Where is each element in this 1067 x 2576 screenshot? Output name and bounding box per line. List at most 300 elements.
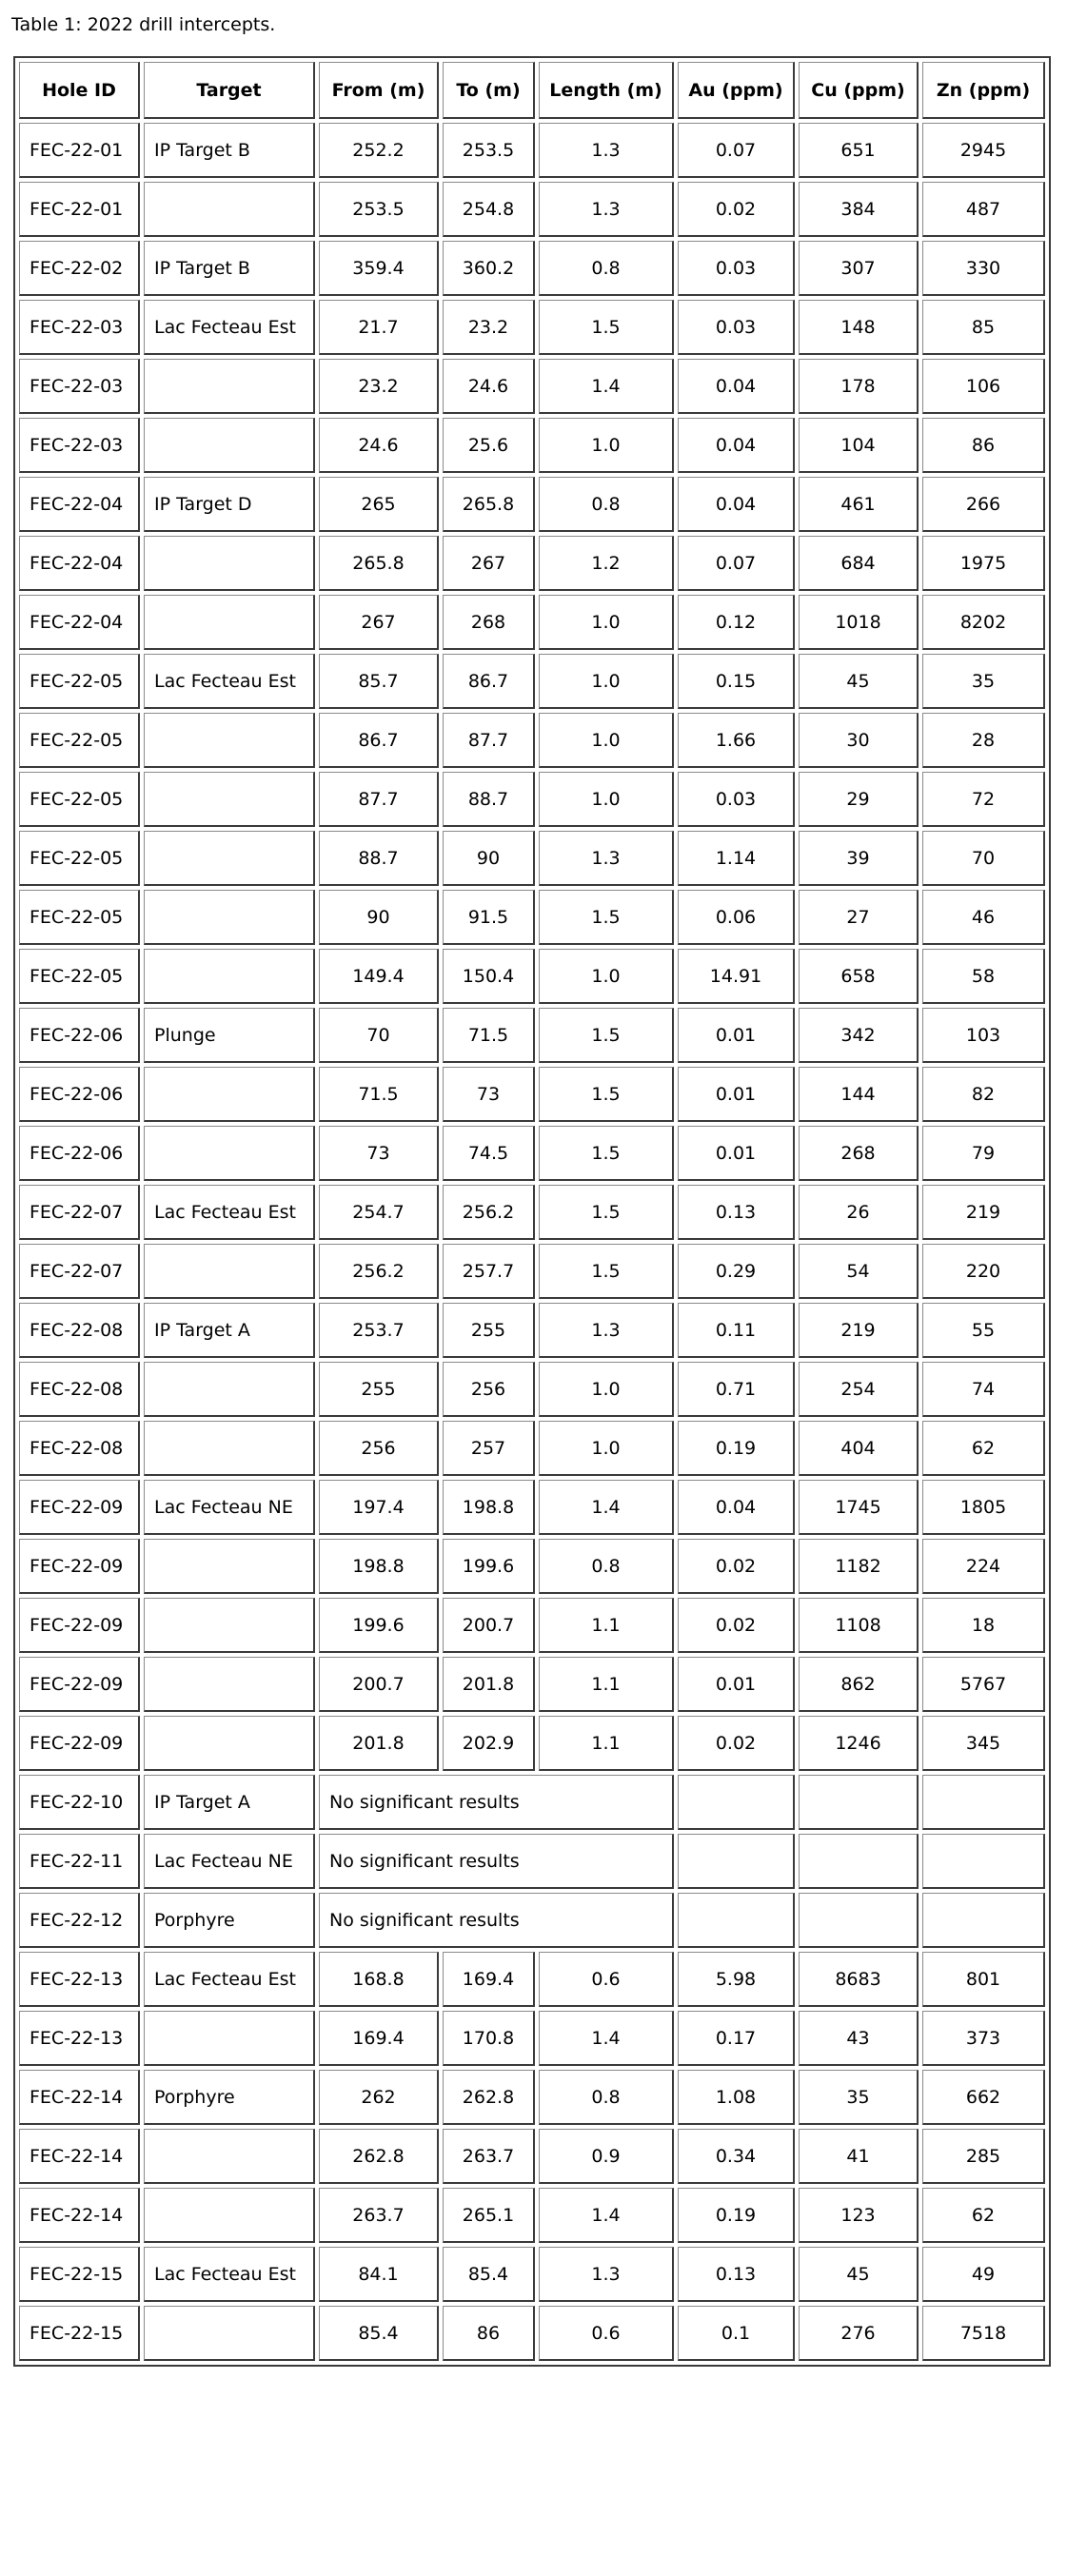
cell-to: 150.4 <box>443 949 535 1004</box>
cell-from: 253.5 <box>319 182 439 237</box>
cell-length: 1.5 <box>539 1244 674 1299</box>
cell-cu-empty <box>799 1834 919 1889</box>
cell-length: 0.6 <box>539 1952 674 2007</box>
cell-au-empty <box>678 1893 795 1948</box>
cell-zn: 62 <box>922 1421 1045 1476</box>
cell-au: 0.01 <box>678 1126 795 1181</box>
cell-cu-empty <box>799 1893 919 1948</box>
table-row <box>19 300 1045 355</box>
cell-target <box>144 1539 315 1594</box>
cell-cu: 26 <box>799 1185 919 1240</box>
cell-cu: 219 <box>799 1303 919 1358</box>
cell-cu: 144 <box>799 1067 919 1122</box>
cell-au: 0.06 <box>678 890 795 945</box>
cell-au: 0.01 <box>678 1008 795 1063</box>
cell-target: IP Target B <box>144 123 315 178</box>
cell-au: 0.71 <box>678 1362 795 1417</box>
cell-note: No significant results <box>319 1893 674 1948</box>
cell-hole-id: FEC-22-06 <box>19 1067 140 1122</box>
cell-cu: 43 <box>799 2011 919 2066</box>
cell-from: 199.6 <box>319 1598 439 1653</box>
cell-zn: 8202 <box>922 595 1045 650</box>
cell-au: 0.04 <box>678 477 795 532</box>
cell-hole-id: FEC-22-04 <box>19 477 140 532</box>
cell-au: 0.03 <box>678 772 795 827</box>
cell-hole-id: FEC-22-11 <box>19 1834 140 1889</box>
cell-au: 0.12 <box>678 595 795 650</box>
cell-from: 85.4 <box>319 2306 439 2361</box>
cell-au: 0.03 <box>678 300 795 355</box>
cell-hole-id: FEC-22-08 <box>19 1421 140 1476</box>
cell-hole-id: FEC-22-13 <box>19 2011 140 2066</box>
cell-from: 73 <box>319 1126 439 1181</box>
table-row <box>19 831 1045 886</box>
cell-target: Plunge <box>144 1008 315 1063</box>
cell-zn: 49 <box>922 2247 1045 2302</box>
table-caption: Table 1: 2022 drill intercepts. <box>11 14 276 35</box>
cell-cu: 41 <box>799 2129 919 2184</box>
table-row <box>19 772 1045 827</box>
cell-au-empty <box>678 1775 795 1830</box>
cell-au: 0.04 <box>678 1480 795 1535</box>
cell-cu: 461 <box>799 477 919 532</box>
cell-target <box>144 536 315 591</box>
header-au: Au (ppm) <box>678 62 795 119</box>
cell-au: 0.15 <box>678 654 795 709</box>
cell-length: 0.8 <box>539 477 674 532</box>
cell-target <box>144 713 315 768</box>
cell-au: 0.02 <box>678 1539 795 1594</box>
cell-hole-id: FEC-22-05 <box>19 831 140 886</box>
cell-from: 256 <box>319 1421 439 1476</box>
cell-hole-id: FEC-22-01 <box>19 123 140 178</box>
cell-cu: 39 <box>799 831 919 886</box>
cell-target: IP Target B <box>144 241 315 296</box>
cell-cu: 54 <box>799 1244 919 1299</box>
cell-from: 90 <box>319 890 439 945</box>
cell-zn: 58 <box>922 949 1045 1004</box>
cell-hole-id: FEC-22-05 <box>19 949 140 1004</box>
table-row <box>19 713 1045 768</box>
cell-cu: 658 <box>799 949 919 1004</box>
cell-au: 0.34 <box>678 2129 795 2184</box>
cell-hole-id: FEC-22-04 <box>19 595 140 650</box>
cell-hole-id: FEC-22-07 <box>19 1244 140 1299</box>
table-row <box>19 1657 1045 1712</box>
cell-to: 198.8 <box>443 1480 535 1535</box>
cell-cu: 1108 <box>799 1598 919 1653</box>
cell-target: IP Target A <box>144 1775 315 1830</box>
table-row <box>19 1303 1045 1358</box>
cell-target: IP Target D <box>144 477 315 532</box>
cell-length: 1.3 <box>539 182 674 237</box>
cell-cu: 35 <box>799 2070 919 2125</box>
cell-hole-id: FEC-22-05 <box>19 772 140 827</box>
cell-length: 1.3 <box>539 2247 674 2302</box>
cell-zn: 86 <box>922 418 1045 473</box>
cell-zn: 2945 <box>922 123 1045 178</box>
cell-from: 262 <box>319 2070 439 2125</box>
header-from: From (m) <box>319 62 439 119</box>
cell-target <box>144 1657 315 1712</box>
cell-from: 21.7 <box>319 300 439 355</box>
cell-cu: 404 <box>799 1421 919 1476</box>
cell-length: 1.0 <box>539 654 674 709</box>
table-row <box>19 2070 1045 2125</box>
cell-from: 252.2 <box>319 123 439 178</box>
cell-length: 1.4 <box>539 2011 674 2066</box>
table-row <box>19 1362 1045 1417</box>
table-row <box>19 2306 1045 2361</box>
cell-cu: 1246 <box>799 1716 919 1771</box>
cell-from: 23.2 <box>319 359 439 414</box>
cell-hole-id: FEC-22-03 <box>19 359 140 414</box>
table-row <box>19 1716 1045 1771</box>
cell-to: 202.9 <box>443 1716 535 1771</box>
cell-hole-id: FEC-22-13 <box>19 1952 140 2007</box>
cell-zn: 219 <box>922 1185 1045 1240</box>
header-cu: Cu (ppm) <box>799 62 919 119</box>
table-row <box>19 2011 1045 2066</box>
cell-length: 0.8 <box>539 241 674 296</box>
cell-hole-id: FEC-22-10 <box>19 1775 140 1830</box>
cell-target <box>144 831 315 886</box>
table-row <box>19 1185 1045 1240</box>
cell-length: 1.1 <box>539 1598 674 1653</box>
cell-zn: 79 <box>922 1126 1045 1181</box>
cell-zn: 85 <box>922 300 1045 355</box>
cell-zn: 35 <box>922 654 1045 709</box>
table-row <box>19 1893 1045 1948</box>
cell-length: 1.4 <box>539 1480 674 1535</box>
header-to: To (m) <box>443 62 535 119</box>
cell-au: 0.02 <box>678 1598 795 1653</box>
table-row <box>19 1775 1045 1830</box>
cell-to: 263.7 <box>443 2129 535 2184</box>
cell-au: 1.14 <box>678 831 795 886</box>
cell-hole-id: FEC-22-06 <box>19 1008 140 1063</box>
cell-cu: 651 <box>799 123 919 178</box>
cell-au: 0.13 <box>678 1185 795 1240</box>
cell-to: 257.7 <box>443 1244 535 1299</box>
cell-to: 265.8 <box>443 477 535 532</box>
cell-cu: 29 <box>799 772 919 827</box>
cell-hole-id: FEC-22-08 <box>19 1362 140 1417</box>
cell-cu: 342 <box>799 1008 919 1063</box>
cell-to: 88.7 <box>443 772 535 827</box>
cell-au: 0.1 <box>678 2306 795 2361</box>
cell-target <box>144 359 315 414</box>
table-row <box>19 2247 1045 2302</box>
cell-hole-id: FEC-22-14 <box>19 2129 140 2184</box>
cell-au: 0.01 <box>678 1657 795 1712</box>
cell-from: 87.7 <box>319 772 439 827</box>
cell-target <box>144 1126 315 1181</box>
cell-to: 86 <box>443 2306 535 2361</box>
header-row <box>19 62 1045 119</box>
cell-to: 71.5 <box>443 1008 535 1063</box>
table-row <box>19 1539 1045 1594</box>
cell-hole-id: FEC-22-03 <box>19 300 140 355</box>
cell-au: 0.04 <box>678 359 795 414</box>
cell-to: 25.6 <box>443 418 535 473</box>
table-row <box>19 595 1045 650</box>
cell-cu: 148 <box>799 300 919 355</box>
cell-target <box>144 1067 315 1122</box>
cell-hole-id: FEC-22-09 <box>19 1480 140 1535</box>
cell-from: 359.4 <box>319 241 439 296</box>
cell-from: 24.6 <box>319 418 439 473</box>
table-row <box>19 1067 1045 1122</box>
cell-au: 0.03 <box>678 241 795 296</box>
cell-cu: 1018 <box>799 595 919 650</box>
cell-zn: 220 <box>922 1244 1045 1299</box>
cell-to: 265.1 <box>443 2188 535 2243</box>
cell-target <box>144 2188 315 2243</box>
cell-au: 0.19 <box>678 1421 795 1476</box>
cell-length: 1.0 <box>539 713 674 768</box>
cell-cu: 276 <box>799 2306 919 2361</box>
cell-cu: 1745 <box>799 1480 919 1535</box>
cell-cu: 684 <box>799 536 919 591</box>
cell-length: 1.5 <box>539 890 674 945</box>
cell-from: 262.8 <box>319 2129 439 2184</box>
cell-zn: 74 <box>922 1362 1045 1417</box>
table-row <box>19 1421 1045 1476</box>
cell-zn: 801 <box>922 1952 1045 2007</box>
cell-target <box>144 1244 315 1299</box>
cell-target <box>144 1421 315 1476</box>
cell-length: 1.3 <box>539 123 674 178</box>
cell-to: 255 <box>443 1303 535 1358</box>
cell-zn: 345 <box>922 1716 1045 1771</box>
header-hole-id: Hole ID <box>19 62 140 119</box>
cell-hole-id: FEC-22-15 <box>19 2306 140 2361</box>
cell-target <box>144 890 315 945</box>
cell-to: 91.5 <box>443 890 535 945</box>
cell-target: Porphyre <box>144 1893 315 1948</box>
cell-from: 253.7 <box>319 1303 439 1358</box>
cell-target: Lac Fecteau Est <box>144 654 315 709</box>
cell-cu: 268 <box>799 1126 919 1181</box>
cell-target: Lac Fecteau Est <box>144 300 315 355</box>
cell-to: 256 <box>443 1362 535 1417</box>
cell-au: 0.02 <box>678 1716 795 1771</box>
cell-from: 168.8 <box>319 1952 439 2007</box>
table-row <box>19 1244 1045 1299</box>
cell-zn: 103 <box>922 1008 1045 1063</box>
cell-au: 14.91 <box>678 949 795 1004</box>
cell-from: 198.8 <box>319 1539 439 1594</box>
cell-hole-id: FEC-22-06 <box>19 1126 140 1181</box>
header-length: Length (m) <box>539 62 674 119</box>
cell-to: 360.2 <box>443 241 535 296</box>
cell-from: 70 <box>319 1008 439 1063</box>
cell-target <box>144 1716 315 1771</box>
table-row <box>19 536 1045 591</box>
cell-to: 262.8 <box>443 2070 535 2125</box>
cell-length: 1.2 <box>539 536 674 591</box>
cell-au: 1.08 <box>678 2070 795 2125</box>
cell-from: 255 <box>319 1362 439 1417</box>
cell-hole-id: FEC-22-12 <box>19 1893 140 1948</box>
cell-zn: 82 <box>922 1067 1045 1122</box>
cell-cu: 862 <box>799 1657 919 1712</box>
cell-to: 23.2 <box>443 300 535 355</box>
cell-zn: 46 <box>922 890 1045 945</box>
header-zn: Zn (ppm) <box>922 62 1045 119</box>
cell-au: 0.07 <box>678 536 795 591</box>
table-row <box>19 1598 1045 1653</box>
cell-cu: 123 <box>799 2188 919 2243</box>
cell-target: Porphyre <box>144 2070 315 2125</box>
table-row <box>19 418 1045 473</box>
cell-target <box>144 772 315 827</box>
cell-length: 1.5 <box>539 1008 674 1063</box>
cell-length: 1.5 <box>539 1067 674 1122</box>
table-row <box>19 949 1045 1004</box>
cell-zn-empty <box>922 1893 1045 1948</box>
cell-to: 86.7 <box>443 654 535 709</box>
cell-au: 0.13 <box>678 2247 795 2302</box>
cell-from: 71.5 <box>319 1067 439 1122</box>
header-target: Target <box>144 62 315 119</box>
cell-from: 169.4 <box>319 2011 439 2066</box>
cell-target: Lac Fecteau Est <box>144 2247 315 2302</box>
table-row <box>19 654 1045 709</box>
cell-to: 199.6 <box>443 1539 535 1594</box>
cell-zn: 55 <box>922 1303 1045 1358</box>
cell-zn: 7518 <box>922 2306 1045 2361</box>
cell-length: 1.0 <box>539 949 674 1004</box>
cell-from: 88.7 <box>319 831 439 886</box>
cell-zn: 330 <box>922 241 1045 296</box>
cell-length: 1.3 <box>539 831 674 886</box>
cell-to: 253.5 <box>443 123 535 178</box>
cell-to: 87.7 <box>443 713 535 768</box>
cell-length: 1.1 <box>539 1657 674 1712</box>
cell-length: 0.9 <box>539 2129 674 2184</box>
table-row <box>19 1952 1045 2007</box>
cell-length: 0.6 <box>539 2306 674 2361</box>
cell-zn: 1805 <box>922 1480 1045 1535</box>
cell-zn: 373 <box>922 2011 1045 2066</box>
cell-to: 73 <box>443 1067 535 1122</box>
cell-from: 265.8 <box>319 536 439 591</box>
cell-target: Lac Fecteau NE <box>144 1834 315 1889</box>
cell-au: 0.02 <box>678 182 795 237</box>
table-row <box>19 2129 1045 2184</box>
cell-au: 1.66 <box>678 713 795 768</box>
table-row <box>19 477 1045 532</box>
cell-hole-id: FEC-22-05 <box>19 654 140 709</box>
cell-target: IP Target A <box>144 1303 315 1358</box>
cell-hole-id: FEC-22-05 <box>19 890 140 945</box>
cell-zn: 487 <box>922 182 1045 237</box>
cell-to: 24.6 <box>443 359 535 414</box>
cell-length: 1.0 <box>539 418 674 473</box>
cell-length: 1.4 <box>539 359 674 414</box>
table-row <box>19 123 1045 178</box>
cell-length: 1.4 <box>539 2188 674 2243</box>
cell-au: 0.29 <box>678 1244 795 1299</box>
cell-zn: 62 <box>922 2188 1045 2243</box>
cell-cu: 104 <box>799 418 919 473</box>
cell-zn: 106 <box>922 359 1045 414</box>
cell-hole-id: FEC-22-15 <box>19 2247 140 2302</box>
cell-au: 0.01 <box>678 1067 795 1122</box>
table-row <box>19 1834 1045 1889</box>
cell-hole-id: FEC-22-04 <box>19 536 140 591</box>
cell-cu: 30 <box>799 713 919 768</box>
cell-hole-id: FEC-22-09 <box>19 1657 140 1712</box>
cell-cu: 178 <box>799 359 919 414</box>
cell-to: 169.4 <box>443 1952 535 2007</box>
cell-from: 263.7 <box>319 2188 439 2243</box>
cell-hole-id: FEC-22-09 <box>19 1539 140 1594</box>
cell-target <box>144 2011 315 2066</box>
cell-from: 84.1 <box>319 2247 439 2302</box>
cell-au: 5.98 <box>678 1952 795 2007</box>
cell-length: 1.5 <box>539 1126 674 1181</box>
cell-target <box>144 1598 315 1653</box>
cell-cu: 45 <box>799 654 919 709</box>
cell-to: 267 <box>443 536 535 591</box>
cell-au-empty <box>678 1834 795 1889</box>
cell-zn: 266 <box>922 477 1045 532</box>
table-row <box>19 241 1045 296</box>
cell-target <box>144 595 315 650</box>
cell-to: 74.5 <box>443 1126 535 1181</box>
cell-zn: 662 <box>922 2070 1045 2125</box>
cell-zn: 224 <box>922 1539 1045 1594</box>
cell-from: 197.4 <box>319 1480 439 1535</box>
cell-to: 268 <box>443 595 535 650</box>
cell-to: 90 <box>443 831 535 886</box>
cell-zn-empty <box>922 1834 1045 1889</box>
cell-cu: 384 <box>799 182 919 237</box>
cell-length: 1.3 <box>539 1303 674 1358</box>
cell-target <box>144 418 315 473</box>
cell-length: 1.5 <box>539 300 674 355</box>
cell-from: 85.7 <box>319 654 439 709</box>
cell-target <box>144 182 315 237</box>
cell-hole-id: FEC-22-03 <box>19 418 140 473</box>
cell-au: 0.19 <box>678 2188 795 2243</box>
cell-hole-id: FEC-22-09 <box>19 1716 140 1771</box>
cell-cu: 1182 <box>799 1539 919 1594</box>
cell-target <box>144 949 315 1004</box>
cell-from: 86.7 <box>319 713 439 768</box>
cell-to: 85.4 <box>443 2247 535 2302</box>
cell-hole-id: FEC-22-08 <box>19 1303 140 1358</box>
cell-note: No significant results <box>319 1775 674 1830</box>
cell-zn: 5767 <box>922 1657 1045 1712</box>
cell-hole-id: FEC-22-14 <box>19 2070 140 2125</box>
table-row <box>19 2188 1045 2243</box>
cell-hole-id: FEC-22-07 <box>19 1185 140 1240</box>
cell-length: 1.0 <box>539 1421 674 1476</box>
cell-cu: 27 <box>799 890 919 945</box>
table-body <box>19 123 1045 2361</box>
cell-zn: 70 <box>922 831 1045 886</box>
table-row <box>19 182 1045 237</box>
cell-from: 254.7 <box>319 1185 439 1240</box>
cell-from: 267 <box>319 595 439 650</box>
cell-length: 1.5 <box>539 1185 674 1240</box>
cell-zn-empty <box>922 1775 1045 1830</box>
cell-from: 149.4 <box>319 949 439 1004</box>
